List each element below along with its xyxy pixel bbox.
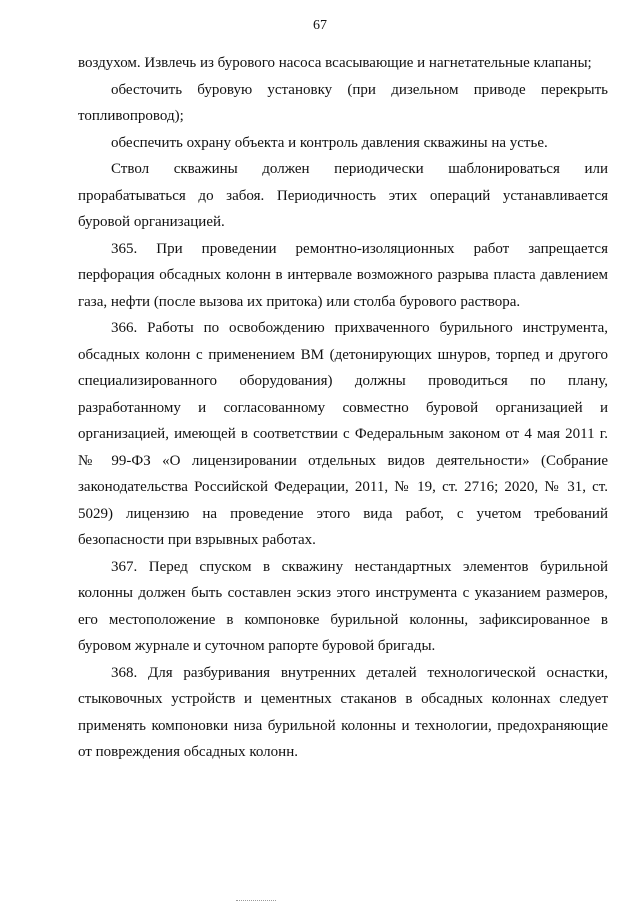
paragraph-security: обеспечить охрану объекта и контроль давления скважины на устье. [111,134,548,151]
paragraph-367: 367. Перед спуском в скважину нестандартных элементов бурильной колонны должен быть составлен эскиз этого инструмента с указанием размеров, его местоположение в компоновке бурильной колонны, зафиксированное в буровом журнале и суточном рапорте буровой бригады. [78,558,608,654]
document-body [78,50,608,766]
page-number: 67 [313,18,327,33]
paragraph-continuation: воздухом. Извлечь из бурового насоса всасывающие и нагнетательные клапаны; [78,55,592,71]
scan-artifact [236,900,276,903]
paragraph-368: 368. Для разбуривания внутренних деталей технологической оснастки, стыковочных устройств и цементных стаканов в обсадных колоннах следует применять компоновки низа бурильной колонны и технологии, предохраняющие от повреждения обсадных колонн. [78,664,608,760]
paragraph-365: 365. При проведении ремонтно-изоляционных работ запрещается перфорация обсадных колонн в интервале возможного разрыва пласта давлением газа, нефти (после вызова их притока) или столба бурового раствора. [78,240,608,310]
paragraph-366: 366. Работы по освобождению прихваченного бурильного инструмента, обсадных колонн с применением ВМ (детонирующих шнуров, торпед и другого специализированного оборудования) должны проводиться по плану, разработанному и согласованному совместно буровой организацией и организацией, имеющей в соответствии с Федеральным законом от 4 мая 2011 г. № 99-ФЗ «О лицензировании отдельных видов деятельности» (Собрание законодательства Российской Федерации, 2011, № 19, ст. 2716; 2020, № 31, ст. 5029) лицензию на проведение этого вида работ, с учетом требований безопасности при взрывных работах. [78,320,608,548]
paragraph-power-off: обесточить буровую установку (при дизельном приводе перекрыть топливопровод); [78,81,608,124]
paragraph-wellbore: Ствол скважины должен периодически шаблонироваться или прорабатываться до забоя. Периодичность этих операций устанавливается буровой организацией. [78,161,608,230]
